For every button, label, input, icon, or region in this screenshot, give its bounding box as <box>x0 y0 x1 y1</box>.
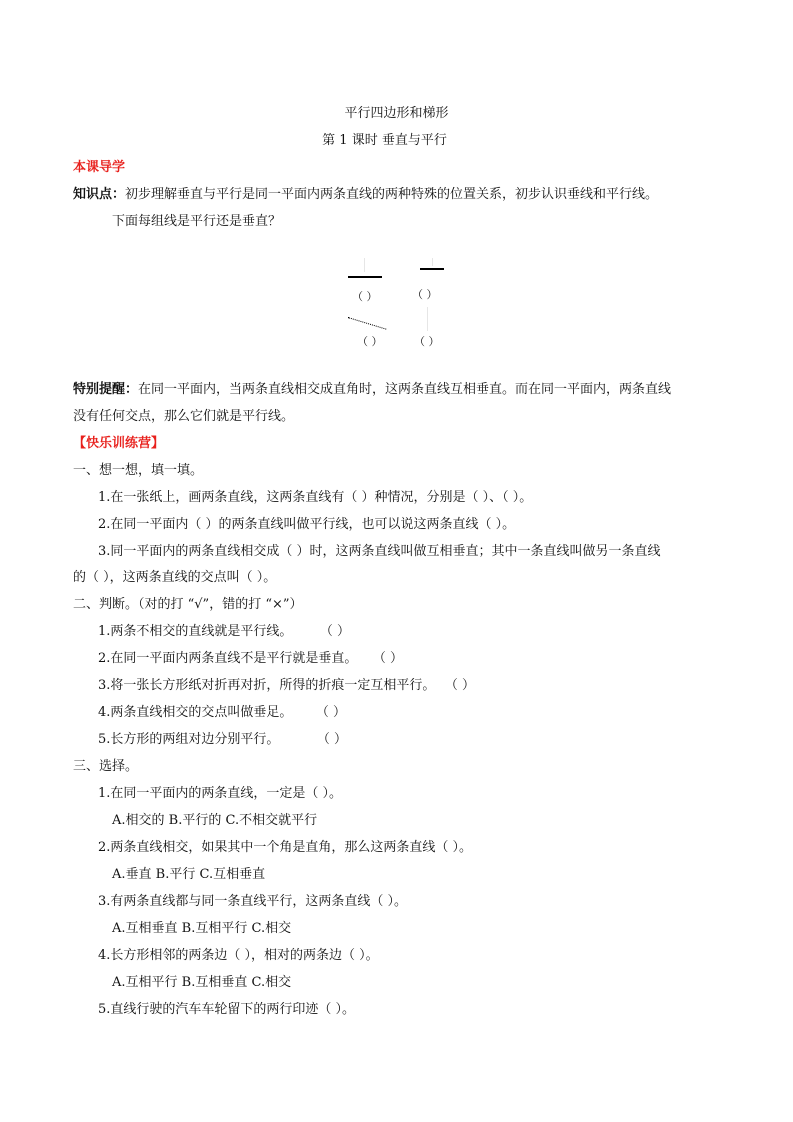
figure-line-2 <box>420 268 444 270</box>
figure-faint-line-2 <box>432 258 433 266</box>
judge-text: 4.两条直线相交的交点叫做垂足。 <box>98 705 293 720</box>
figure-blank-2: （ ） <box>412 288 438 301</box>
page-title: 平行四边形和梯形 <box>344 106 449 121</box>
figure-question: 下面每组线是平行还是垂直？ <box>112 214 282 229</box>
choice-options-4: A.互相平行 B.互相垂直 C.相交 <box>112 975 292 990</box>
judge-item-2 <box>98 651 403 667</box>
figure-line-1 <box>348 276 382 278</box>
figure-blank-3: （ ） <box>357 335 383 348</box>
judge-blank: （ ） <box>379 651 404 666</box>
figure-faint-line-3 <box>427 307 428 331</box>
judge-item-1 <box>98 624 350 640</box>
judge-text: 1.两条不相交的直线就是平行线。 <box>98 624 293 639</box>
guide-heading: 本课导学 <box>73 160 126 175</box>
section1-title: 一、想一想，填一填。 <box>73 463 204 478</box>
judge-item-3 <box>98 678 475 694</box>
figure-dotted-line <box>348 317 387 330</box>
choice-question-3: 3.有两条直线都与同一条直线平行，这两条直线（ ）。 <box>98 894 408 909</box>
fill-item-2: 2.在同一平面内（ ）的两条直线叫做平行线，也可以说这两条直线（ ）。 <box>98 517 516 532</box>
judge-item-5 <box>98 732 347 748</box>
reminder-text-1: 在同一平面内，当两条直线相交成直角时，这两条直线互相垂直。而在同一平面内，两条直线 <box>138 382 672 397</box>
judge-blank: （ ） <box>323 732 348 747</box>
choice-question-1: 1.在同一平面内的两条直线，一定是（ ）。 <box>98 786 343 801</box>
judge-text: 3.将一张长方形纸对折再对折，所得的折痕一定互相平行。 <box>98 678 436 693</box>
special-reminder <box>73 382 671 398</box>
fill-item-3-cont: 的（ ），这两条直线的交点叫（ ）。 <box>73 570 277 585</box>
judge-text: 5.长方形的两组对边分别平行。 <box>98 732 280 747</box>
knowledge-text: 初步理解垂直与平行是同一平面内两条直线的两种特殊的位置关系，初步认识垂线和平行线。 <box>125 187 659 202</box>
fill-item-1: 1.在一张纸上，画两条直线，这两条直线有（ ）种情况，分别是（ ）、（ ）。 <box>98 490 533 505</box>
choice-options-1: A.相交的 B.平行的 C.不相交就平行 <box>112 813 318 828</box>
judge-blank: （ ） <box>322 705 347 720</box>
choice-options-2: A.垂直 B.平行 C.互相垂直 <box>112 867 266 882</box>
figure-blank-4: （ ） <box>414 335 440 348</box>
section2-title: 二、判断。（对的打 “√”，错的打 “×”） <box>73 597 303 612</box>
choice-options-3: A.互相垂直 B.互相平行 C.相交 <box>112 921 292 936</box>
choice-question-4: 4.长方形相邻的两条边（ ），相对的两条边（ ）。 <box>98 948 379 963</box>
judge-blank: （ ） <box>326 624 351 639</box>
judge-text: 2.在同一平面内两条直线不是平行就是垂直。 <box>98 651 358 666</box>
reminder-label: 特别提醒： <box>73 382 139 397</box>
figure-faint-line-1 <box>364 258 365 272</box>
judge-blank: （ ） <box>451 678 476 693</box>
knowledge-label: 知识点： <box>73 187 126 202</box>
fill-item-3: 3.同一平面内的两条直线相交成（ ）时，这两条直线叫做互相垂直；其中一条直线叫做另一条直线 <box>98 544 661 559</box>
knowledge-point <box>73 187 658 203</box>
practice-heading: 【快乐训练营】 <box>73 436 165 451</box>
lesson-subtitle: 第 1 课时 垂直与平行 <box>322 133 447 148</box>
choice-question-5: 5.直线行驶的汽车车轮留下的两行印迹（ ）。 <box>98 1002 356 1017</box>
choice-question-2: 2.两条直线相交，如果其中一个角是直角，那么这两条直线（ ）。 <box>98 840 473 855</box>
figure-blank-1: （ ） <box>352 290 378 303</box>
section3-title: 三、选择。 <box>73 759 139 774</box>
judge-item-4 <box>98 705 346 721</box>
reminder-text-2: 没有任何交点，那么它们就是平行线。 <box>73 409 295 424</box>
